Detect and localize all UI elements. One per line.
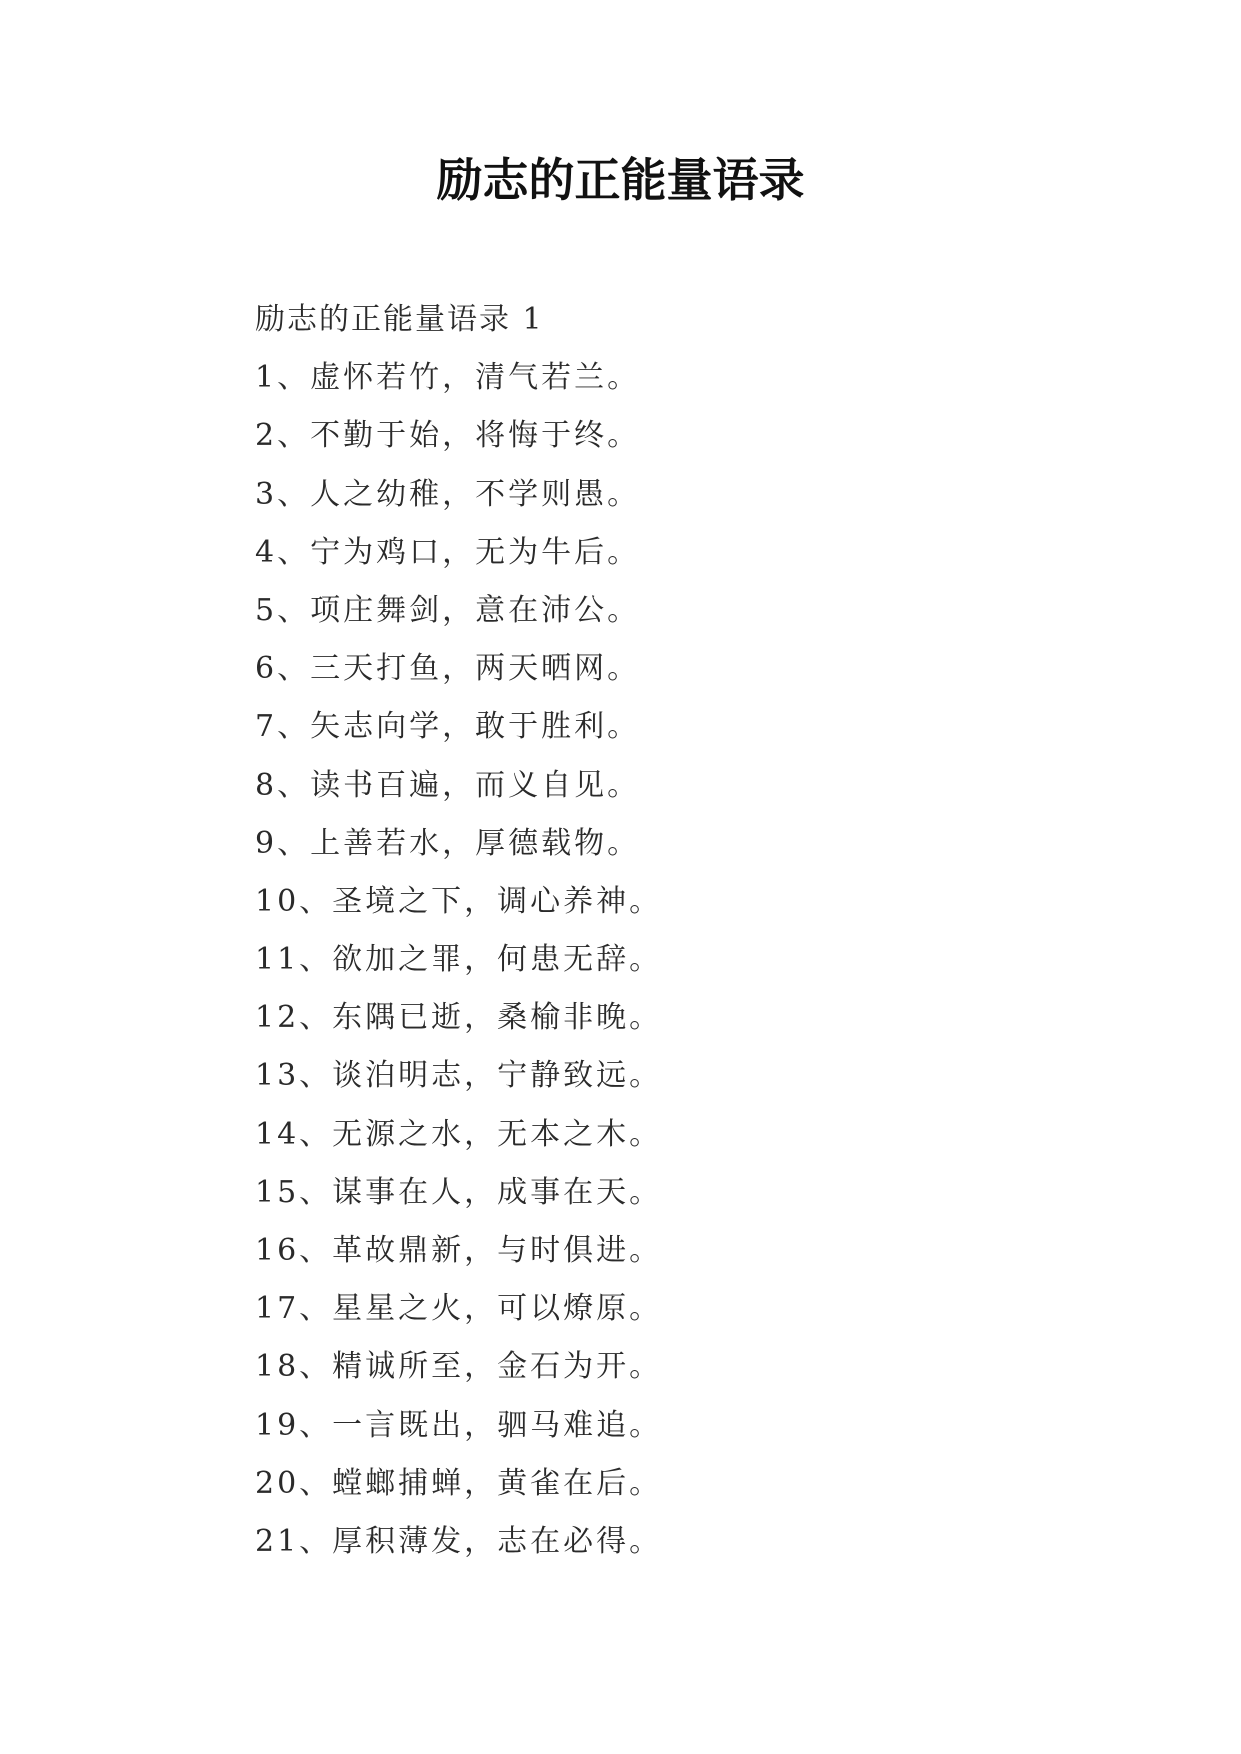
list-item: 15、谋事在人，成事在天。 bbox=[255, 1174, 663, 1210]
list-item: 10、圣境之下，调心养神。 bbox=[255, 883, 663, 919]
list-item: 13、谈泊明志，宁静致远。 bbox=[255, 1058, 663, 1094]
list-item: 16、革故鼎新，与时俱进。 bbox=[255, 1233, 663, 1268]
list-item: 2、不勤于始，将悔于终。 bbox=[255, 418, 641, 454]
list-item: 8、读书百遍，而义自见。 bbox=[255, 767, 641, 803]
list-item: 17、星星之火，可以燎原。 bbox=[255, 1291, 663, 1327]
quote-list bbox=[255, 349, 1155, 1571]
list-item: 4、宁为鸡口，无为牛后。 bbox=[255, 534, 641, 570]
page-title: 励志的正能量语录 bbox=[436, 153, 805, 207]
list-item: 3、人之幼稚，不学则愚。 bbox=[255, 476, 641, 512]
list-item: 19、一言既出，驷马难追。 bbox=[255, 1407, 663, 1443]
list-item: 18、精诚所至，金石为开。 bbox=[255, 1349, 663, 1385]
section-heading: 励志的正能量语录 1 bbox=[255, 302, 544, 337]
list-item: 21、厚积薄发，志在必得。 bbox=[255, 1523, 663, 1559]
list-item: 14、无源之水，无本之木。 bbox=[255, 1116, 663, 1152]
list-item: 11、欲加之罪，何患无辞。 bbox=[255, 942, 663, 978]
list-item: 20、螳螂捕蝉，黄雀在后。 bbox=[255, 1465, 663, 1501]
list-item: 6、三天打鱼，两天晒网。 bbox=[255, 651, 641, 687]
list-item: 9、上善若水，厚德载物。 bbox=[255, 825, 641, 861]
list-item: 7、矢志向学，敢于胜利。 bbox=[255, 709, 641, 745]
list-item: 12、东隅已逝，桑榆非晚。 bbox=[255, 1000, 663, 1036]
quote-section bbox=[255, 291, 1155, 1571]
list-item: 1、虚怀若竹，清气若兰。 bbox=[255, 360, 641, 396]
list-item: 5、项庄舞剑，意在沛公。 bbox=[255, 592, 641, 628]
